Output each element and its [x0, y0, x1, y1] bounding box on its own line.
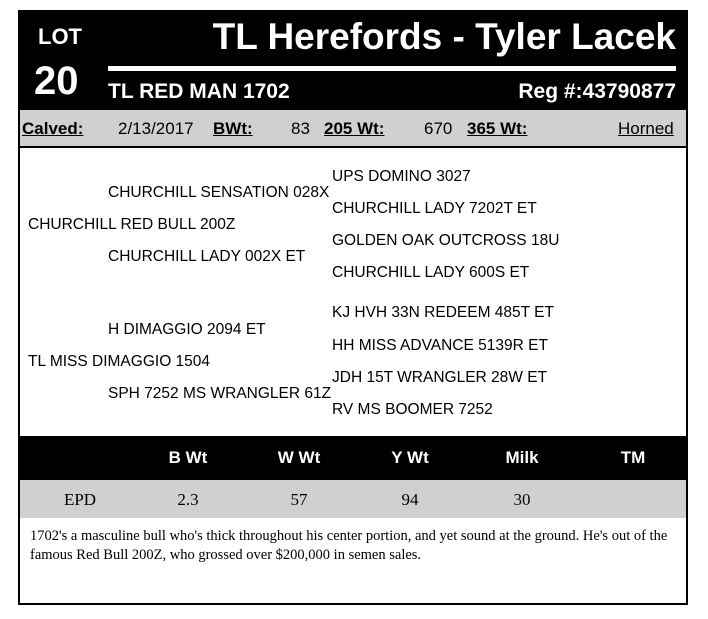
epd-header-ywt: Y Wt	[391, 448, 429, 467]
header-divider	[108, 66, 676, 71]
pedigree-dam-sire: H DIMAGGIO 2094 ET	[108, 321, 266, 338]
epd-header-milk: Milk	[505, 448, 539, 467]
stats-bar	[20, 110, 686, 148]
bwt-label: BWt:	[213, 119, 253, 138]
horned-status: Horned	[618, 119, 674, 138]
epd-value-wwt: 57	[290, 490, 308, 509]
epd-values-row	[20, 480, 686, 518]
epd-value-milk: 30	[513, 490, 531, 509]
consignor-name: TL Herefords - Tyler Lacek	[212, 16, 676, 57]
epd-header-tm: TM	[620, 448, 646, 467]
pedigree-dam-dam-dam: RV MS BOOMER 7252	[332, 401, 493, 418]
epd-header-wwt: W Wt	[277, 448, 321, 467]
epd-header-row	[20, 436, 686, 480]
reg-number: 43790877	[582, 80, 676, 103]
calved-label: Calved:	[22, 119, 84, 138]
pedigree-sire-sire: CHURCHILL SENSATION 028X	[108, 184, 330, 201]
lot-number: 20	[34, 59, 79, 103]
lot-card	[18, 10, 688, 605]
pedigree-dam-dam: SPH 7252 MS WRANGLER 61Z	[108, 385, 332, 402]
pedigree-sire-sire-sire: UPS DOMINO 3027	[332, 168, 471, 185]
pedigree-dam-sire-dam: HH MISS ADVANCE 5139R ET	[332, 337, 548, 354]
pedigree-dam-sire-sire: KJ HVH 33N REDEEM 485T ET	[332, 304, 554, 321]
animal-name: TL RED MAN 1702	[108, 80, 290, 103]
pedigree	[20, 148, 686, 436]
bwt-value: 83	[291, 119, 310, 138]
reg-label: Reg #:	[518, 80, 583, 103]
epd-header-bwt: B Wt	[168, 448, 208, 467]
lot-header	[20, 12, 686, 110]
pedigree-dam-dam-sire: JDH 15T WRANGLER 28W ET	[332, 369, 548, 386]
pedigree-sire-sire-dam: CHURCHILL LADY 7202T ET	[332, 200, 537, 217]
registration	[518, 80, 676, 104]
pedigree-sire-dam-sire: GOLDEN OAK OUTCROSS 18U	[332, 232, 560, 249]
wt205-label: 205 Wt:	[324, 119, 385, 138]
wt365-label: 365 Wt:	[467, 119, 528, 138]
pedigree-sire-dam: CHURCHILL LADY 002X ET	[108, 248, 306, 265]
epd-row-label: EPD	[63, 490, 97, 509]
pedigree-sire: CHURCHILL RED BULL 200Z	[28, 216, 236, 233]
epd-value-ywt: 94	[401, 490, 419, 509]
lot-label: LOT	[38, 24, 82, 49]
pedigree-dam: TL MISS DIMAGGIO 1504	[28, 353, 211, 370]
wt205-value: 670	[424, 119, 453, 138]
calved-value: 2/13/2017	[118, 119, 194, 138]
epd-value-bwt: 2.3	[177, 490, 199, 509]
pedigree-sire-dam-dam: CHURCHILL LADY 600S ET	[332, 264, 530, 281]
lot-notes: 1702's a masculine bull who's thick throughout his center portion, and yet sound at the ground. He's out of the famous Red Bull 200Z, who grossed over $200,000 in semen sales.	[30, 528, 668, 563]
